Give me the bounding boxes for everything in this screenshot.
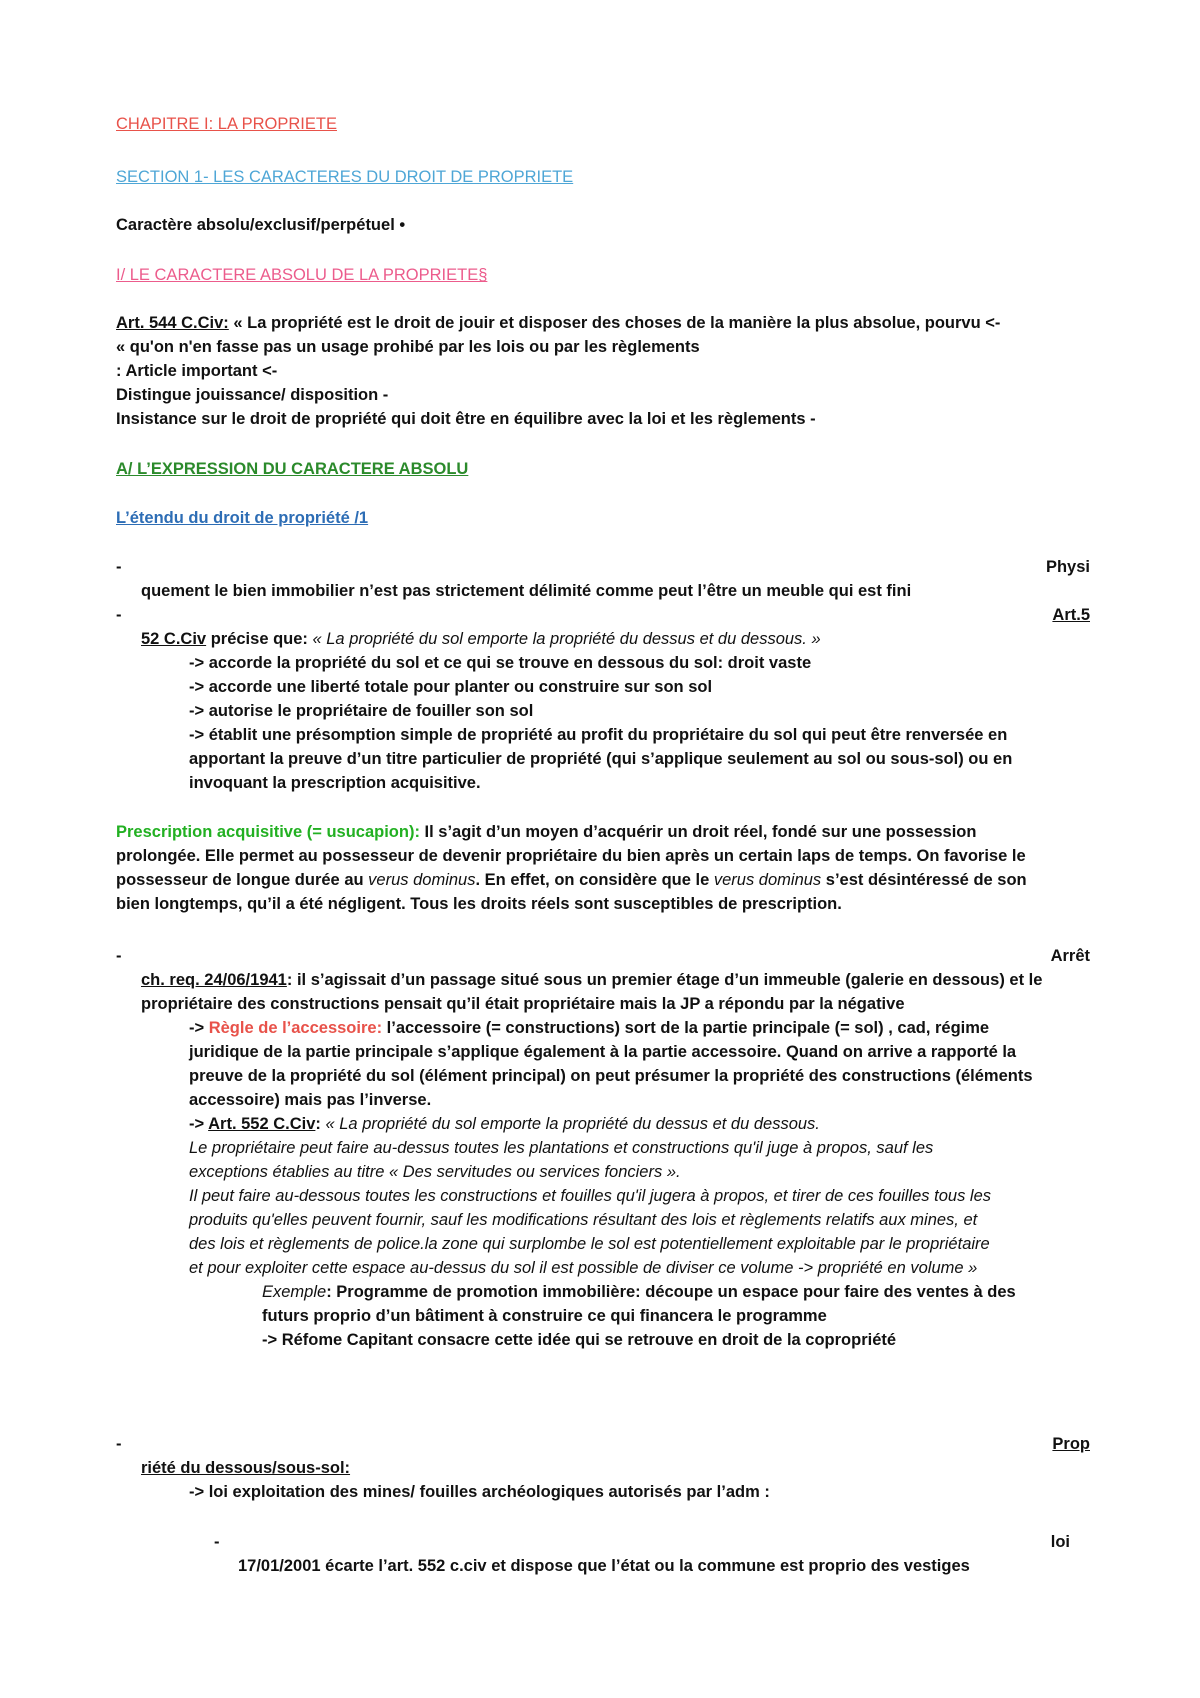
arret-ref: ch. req. 24/06/1941 bbox=[141, 971, 287, 989]
art552a-bullet: -> accorde une liberté totale pour planter ou construire sur son sol bbox=[189, 678, 713, 696]
art552b-line1 bbox=[189, 1113, 820, 1135]
loi-cont: 17/01/2001 écarte l’art. 552 c.civ et dispose que l’état ou la commune est proprio des vestiges bbox=[238, 1557, 970, 1575]
prescription-line2: prolongée. Elle permet au possesseur de devenir propriétaire du bien après un certain laps de temps. On favorise le bbox=[116, 847, 1026, 865]
loi-right: loi bbox=[1050, 1533, 1070, 1551]
sub-a-title: A/ L’EXPRESSION DU CARACTERE ABSOLU bbox=[116, 460, 469, 478]
section-title: SECTION 1- LES CARACTERES DU DROIT DE PROPRIETE bbox=[116, 168, 574, 186]
characters-line: Caractère absolu/exclusif/perpétuel • bbox=[116, 216, 406, 234]
art552b-quote1: « La propriété du sol emporte la propriété du dessus et du dessous. bbox=[325, 1115, 820, 1133]
art552a-bullet: -> accorde la propriété du sol et ce qui se trouve en dessous du sol: droit vaste bbox=[189, 654, 812, 672]
physi-dash: - bbox=[116, 558, 122, 576]
regle-line3: preuve de la propriété du sol (élément principal) on peut présumer la propriété des constructions (éléments bbox=[189, 1067, 1033, 1085]
prop-line1: -> loi exploitation des mines/ fouilles archéologiques autorisés par l’adm : bbox=[189, 1483, 770, 1501]
physi-right: Physi bbox=[1045, 558, 1090, 576]
art544-line3: : Article important <- bbox=[116, 362, 278, 380]
prescription-line3b: . En effet, on considère que le bbox=[475, 871, 714, 889]
regle-line4: accessoire) mais pas l’inverse. bbox=[189, 1091, 432, 1109]
art544-text1: « La propriété est le droit de jouir et disposer des choses de la manière la plus absolue, pourvu <- bbox=[228, 314, 1001, 332]
art552a-right: Art.5 bbox=[1052, 606, 1090, 624]
regle-text: l’accessoire (= constructions) sort de la partie principale (= sol) , cad, régime bbox=[382, 1019, 990, 1037]
art544-line2: « qu'on n'en fasse pas un usage prohibé par les lois ou par les règlements bbox=[116, 338, 700, 356]
prescription-line4: bien longtemps, qu’il a été négligent. Tous les droits réels sont susceptibles de prescription. bbox=[116, 895, 842, 913]
example-line3: -> Réfome Capitant consacre cette idée qui se retrouve en droit de la copropriété bbox=[262, 1331, 897, 1349]
example-line2: futurs proprio d’un bâtiment à construire ce qui financera le programme bbox=[262, 1307, 827, 1325]
example-label: Exemple bbox=[262, 1283, 327, 1301]
art544-line4: Distingue jouissance/ disposition - bbox=[116, 386, 389, 404]
art552a-bullet: apportant la preuve d’un titre particulier de propriété (qui s’applique seulement au sol ou sous-sol) ou en bbox=[189, 750, 1013, 768]
arret-dash: - bbox=[116, 947, 122, 965]
regle-label: Règle de l’accessoire: bbox=[208, 1019, 383, 1037]
prescription-line3a: possesseur de longue durée au bbox=[116, 871, 369, 889]
art552b-quote7: et pour exploiter cette espace au-dessus du sol il est possible de diviser ce volume -> propriété en volume » bbox=[189, 1259, 978, 1277]
art552a-ref: 52 C.Civ bbox=[141, 630, 207, 648]
prescription-text1: Il s’agit d’un moyen d’acquérir un droit réel, fondé sur une possession bbox=[419, 823, 977, 841]
art552b-ref: Art. 552 C.Civ bbox=[208, 1115, 316, 1133]
example-line1 bbox=[262, 1281, 1016, 1303]
art552b-arrow: -> bbox=[189, 1115, 209, 1133]
art552a-line bbox=[141, 628, 821, 650]
prescription-line3 bbox=[116, 869, 1027, 891]
chapter-title: CHAPITRE I: LA PROPRIETE bbox=[116, 115, 337, 133]
art552b-quote4: Il peut faire au-dessous toutes les constructions et fouilles qu'il jugera à propos, et tirer de ces fouilles tous les bbox=[189, 1187, 991, 1205]
art552a-bullet: -> autorise le propriétaire de fouiller son sol bbox=[189, 702, 534, 720]
art552a-quote: « La propriété du sol emporte la propriété du dessus et du dessous. » bbox=[312, 630, 821, 648]
physi-cont: quement le bien immobilier n’est pas strictement délimité comme peut l’être un meuble qui est fini bbox=[141, 582, 912, 600]
arret-text1: : il s’agissait d’un passage situé sous un premier étage d’un immeuble (galerie en dessous) et le bbox=[286, 971, 1043, 989]
prop-cont: riété du dessous/sous-sol: bbox=[141, 1459, 351, 1477]
art552a-bullet: invoquant la prescription acquisitive. bbox=[189, 774, 481, 792]
verus-dominus: verus dominus bbox=[368, 871, 476, 889]
prescription-line1 bbox=[116, 821, 976, 843]
prescription-label: Prescription acquisitive (= usucapion): bbox=[116, 823, 420, 841]
sub-1-title: L’étendu du droit de propriété /1 bbox=[116, 509, 369, 527]
prop-right: Prop bbox=[1052, 1435, 1090, 1453]
arret-right: Arrêt bbox=[1050, 947, 1090, 965]
art552a-dash: - bbox=[116, 606, 122, 624]
verus-dominus: verus dominus bbox=[713, 871, 822, 889]
art552b-quote6: des lois et règlements de police.la zone qui surplombe le sol est potentiellement exploitable par le propriétaire bbox=[189, 1235, 990, 1253]
part-one-title: I/ LE CARACTERE ABSOLU DE LA PROPRIETE§ bbox=[116, 266, 488, 284]
art544-line5: Insistance sur le droit de propriété qui doit être en équilibre avec la loi et les règlements - bbox=[116, 410, 816, 428]
example-text: : Programme de promotion immobilière: découpe un espace pour faire des ventes à des bbox=[326, 1283, 1016, 1301]
loi-dash: - bbox=[214, 1533, 220, 1551]
art544-line1 bbox=[116, 312, 1000, 334]
art552b-quote5: produits qu'elles peuvent fournir, sauf les modifications résultant des lois et règlements relatifs aux mines, et bbox=[189, 1211, 978, 1229]
art552b-colon: : bbox=[315, 1115, 326, 1133]
art544-ref: Art. 544 C.Civ: bbox=[116, 314, 229, 332]
art552a-bullet: -> établit une présomption simple de propriété au profit du propriétaire du sol qui peut être renversée en bbox=[189, 726, 1008, 744]
regle-line2: juridique de la partie principale s’applique également à la partie accessoire. Quand on arrive a rapporté la bbox=[189, 1043, 1017, 1061]
art552a-text: précise que: bbox=[206, 630, 313, 648]
arret-line1 bbox=[141, 969, 1042, 991]
prescription-line3c: s’est désintéressé de son bbox=[821, 871, 1027, 889]
art552b-quote2: Le propriétaire peut faire au-dessus toutes les plantations et constructions qu'il juge à propos, sauf les bbox=[189, 1139, 934, 1157]
art552b-quote3: exceptions établies au titre « Des servitudes ou services fonciers ». bbox=[189, 1163, 681, 1181]
regle-arrow: -> bbox=[189, 1019, 209, 1037]
prop-dash: - bbox=[116, 1435, 122, 1453]
regle-line1 bbox=[189, 1017, 989, 1039]
arret-line2: propriétaire des constructions pensait qu’il était propriétaire mais la JP a répondu par la négative bbox=[141, 995, 905, 1013]
